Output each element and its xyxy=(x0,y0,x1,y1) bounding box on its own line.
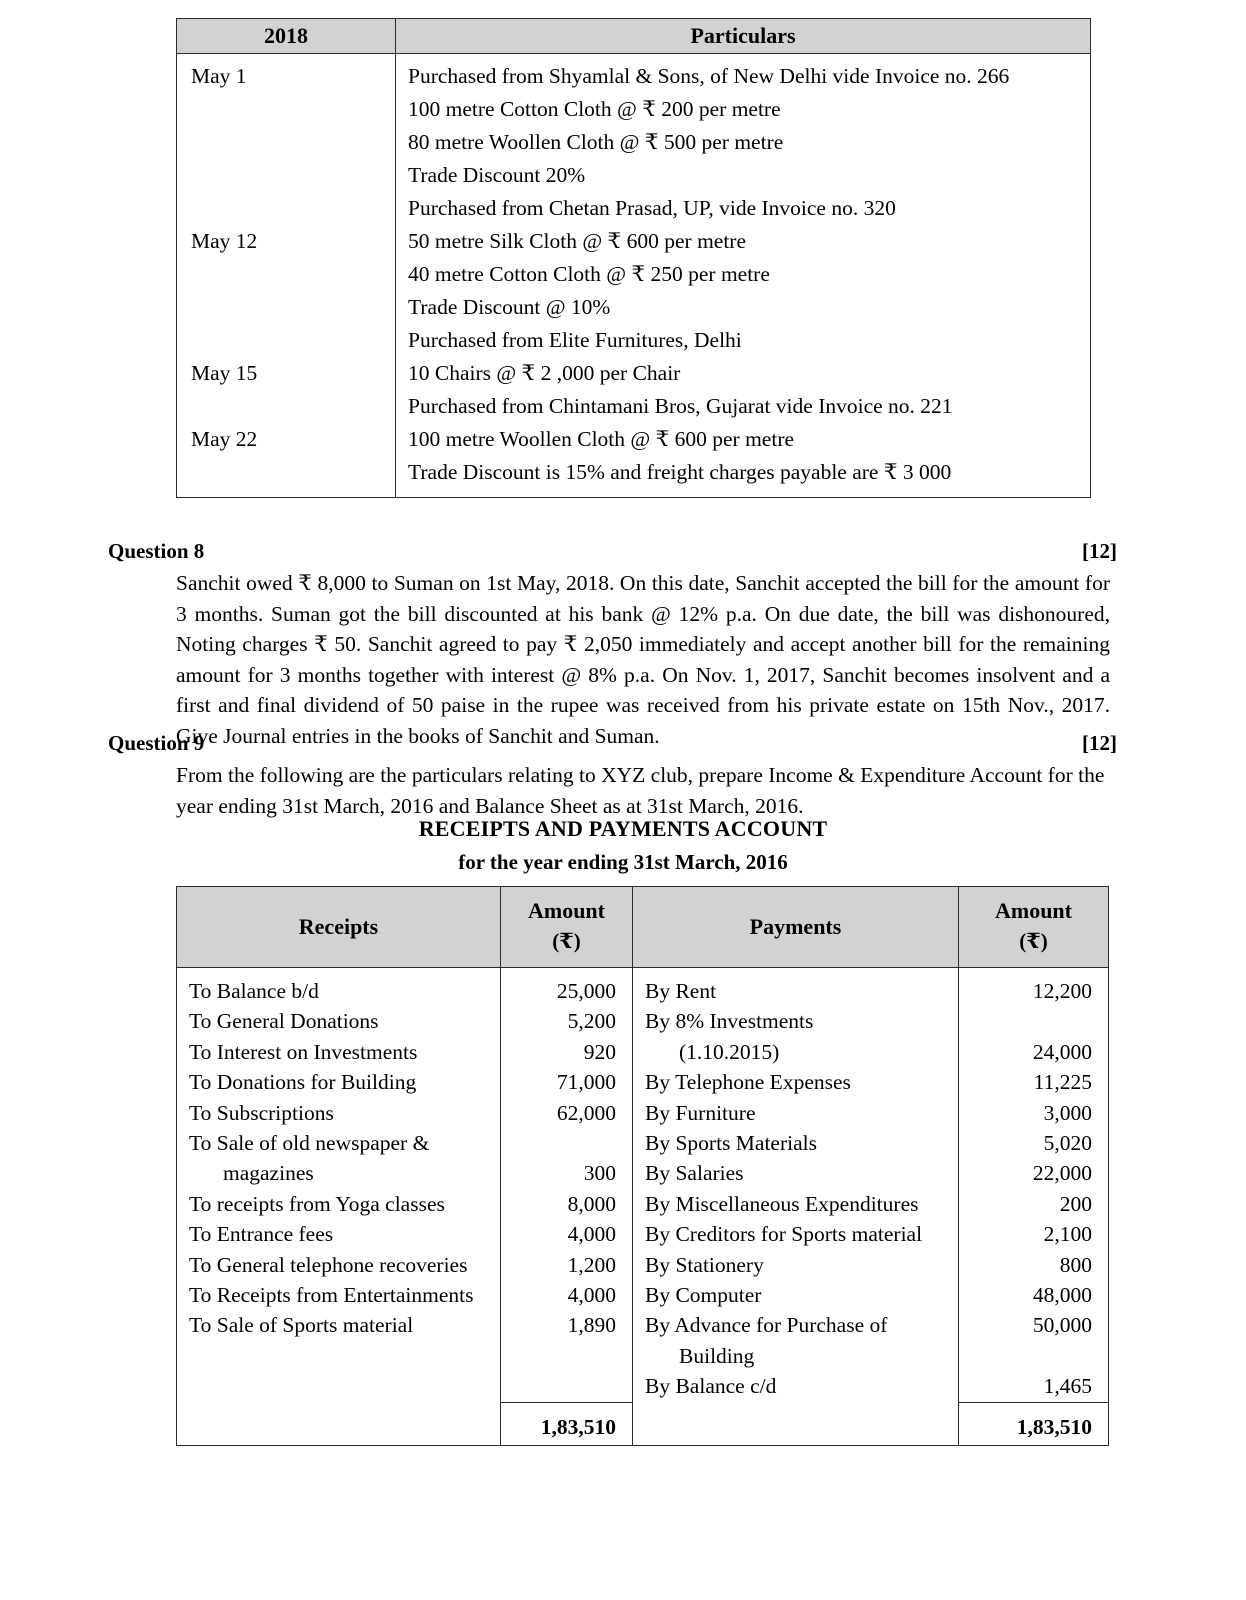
filler-row xyxy=(177,1341,500,1371)
entry-date: May 1 xyxy=(191,64,247,88)
receipt-row-label: To Interest on Investments xyxy=(189,1039,418,1064)
table-totals-row xyxy=(177,1402,1109,1445)
payment-row-amount: 200 xyxy=(1059,1191,1092,1216)
payment-row-label: Building xyxy=(679,1343,755,1368)
table-header-row xyxy=(177,19,1091,54)
filler-row xyxy=(501,1341,632,1371)
particular-line: 50 metre Silk Cloth @ ₹ 600 per metre xyxy=(408,229,747,253)
totals-empty-payments xyxy=(633,1402,959,1445)
particular-line: Trade Discount 20% xyxy=(408,163,586,187)
receipt-row-amount: 25,000 xyxy=(556,979,616,1003)
column-header-payments-label: Payments xyxy=(749,913,842,939)
payment-row-amount xyxy=(959,1006,1108,1036)
receipts-labels-cell xyxy=(177,968,501,1403)
particular-line: Trade Discount is 15% and freight charges payable are ₹ 3 000 xyxy=(408,460,952,484)
payments-amounts-cell xyxy=(959,968,1109,1403)
payment-row-label: By Rent xyxy=(645,979,717,1003)
payment-row-label: By Balance c/d xyxy=(645,1374,777,1399)
table-body-row xyxy=(177,54,1091,498)
table-header-row xyxy=(177,887,1109,968)
payment-row-amount: 1,465 xyxy=(1043,1374,1092,1399)
payment-row-label: By Stationery xyxy=(645,1252,764,1277)
particulars-column-cell xyxy=(396,54,1091,498)
entry-date: May 22 xyxy=(191,427,258,451)
receipt-row-amount: 4,000 xyxy=(567,1222,616,1247)
payments-total-cell xyxy=(959,1402,1109,1445)
receipt-row-amount: 1,200 xyxy=(567,1252,616,1277)
date-spacer xyxy=(177,93,395,126)
particular-line: Purchased from Elite Furnitures, Delhi xyxy=(408,328,742,352)
receipt-row-amount: 5,200 xyxy=(567,1009,616,1034)
question-9-heading: Question 9 xyxy=(108,731,205,755)
receipt-row-amount: 4,000 xyxy=(567,1283,616,1308)
payment-row-amount: 50,000 xyxy=(1032,1313,1092,1338)
payments-labels-cell xyxy=(633,968,959,1403)
payment-row-label: (1.10.2015) xyxy=(679,1039,780,1064)
particular-line: Purchased from Chintamani Bros, Gujarat vide Invoice no. 221 xyxy=(408,394,953,418)
receipt-row-label: To Sale of Sports material xyxy=(189,1313,414,1338)
receipt-row-amount: 300 xyxy=(583,1161,616,1186)
receipt-row-amount: 62,000 xyxy=(556,1100,616,1125)
column-header-payments xyxy=(633,887,959,968)
payment-row-amount: 800 xyxy=(1059,1252,1092,1277)
entry-date: May 15 xyxy=(191,361,258,385)
date-spacer xyxy=(177,258,395,291)
receipt-row-label: To Subscriptions xyxy=(189,1100,334,1125)
payment-row-label: By Telephone Expenses xyxy=(645,1070,851,1095)
date-column-cell xyxy=(177,54,396,498)
question-8-heading: Question 8 xyxy=(108,539,205,563)
purchases-book-table xyxy=(176,18,1091,498)
receipt-row-label: To Receipts from Entertainments xyxy=(189,1283,474,1308)
payment-row-label: By Creditors for Sports material xyxy=(645,1222,923,1247)
particular-line: 100 metre Cotton Cloth @ ₹ 200 per metre xyxy=(408,97,781,121)
receipts-total-value: 1,83,510 xyxy=(540,1414,616,1439)
payment-row-amount: 11,225 xyxy=(1033,1070,1092,1095)
column-header-amount-payments xyxy=(959,887,1109,968)
particular-line: 80 metre Woollen Cloth @ ₹ 500 per metre xyxy=(408,130,784,154)
question-9-body: From the following are the particulars relating to XYZ club, prepare Income & Expenditure Account for the year ending 31st March, 2016 and Balance Sheet as at 31st March, 2016. xyxy=(176,763,1105,818)
receipt-row-label: To Balance b/d xyxy=(189,979,319,1003)
currency-symbol-receipts: (₹) xyxy=(552,929,581,953)
payment-row-amount: 3,000 xyxy=(1043,1100,1092,1125)
particular-line: 10 Chairs @ ₹ 2 ,000 per Chair xyxy=(408,361,681,385)
particular-line: Purchased from Chetan Prasad, UP, vide Invoice no. 320 xyxy=(408,196,896,220)
date-spacer xyxy=(177,126,395,159)
receipt-row-label: magazines xyxy=(223,1161,314,1186)
receipts-payments-title: RECEIPTS AND PAYMENTS ACCOUNT xyxy=(418,816,828,841)
payment-row-amount: 2,100 xyxy=(1043,1222,1092,1247)
payment-row-label: By Miscellaneous Expenditures xyxy=(645,1191,919,1216)
receipts-payments-subtitle: for the year ending 31st March, 2016 xyxy=(458,850,788,874)
column-header-amount-receipts xyxy=(501,887,633,968)
column-header-amount-label: Amount xyxy=(527,898,605,923)
payment-row-amount: 5,020 xyxy=(1043,1131,1092,1156)
payment-row-label: By Salaries xyxy=(645,1161,744,1186)
receipt-row-amount: 8,000 xyxy=(567,1191,616,1216)
table-body-row xyxy=(177,968,1109,1403)
payment-row-label: By Sports Materials xyxy=(645,1131,817,1156)
particular-line: Purchased from Shyamlal & Sons, of New Delhi vide Invoice no. 266 xyxy=(408,64,1010,88)
filler-row xyxy=(177,1371,500,1401)
payments-total-value: 1,83,510 xyxy=(1016,1414,1092,1439)
receipts-total-cell xyxy=(501,1402,633,1445)
payment-row-label: By Advance for Purchase of xyxy=(645,1313,888,1338)
particular-line: Trade Discount @ 10% xyxy=(408,295,611,319)
date-spacer xyxy=(177,192,395,225)
payment-row-label: By Computer xyxy=(645,1283,762,1308)
particular-line: 100 metre Woollen Cloth @ ₹ 600 per metre xyxy=(408,427,795,451)
receipt-row-label: To Entrance fees xyxy=(189,1222,334,1247)
question-8-body: Sanchit owed ₹ 8,000 to Suman on 1st May, 2018. On this date, Sanchit accepted the bill for the amount for 3 months. Suman got the bill discounted at his bank @ 12% p.a. On due date, the bill was dishonoured, Noting charges ₹ 50. Sanchit agreed to pay ₹ 2,050 immediately and accept another bill for the remaining amount for 3 months together with interest @ 8% p.a. On Nov. 1, 2017, Sanchit becomes insolvent and a first and final dividend of 50 paise in the rupee was received from his private estate on 15th Nov., 2017. Give Journal entries in the books of Sanchit and Suman. xyxy=(176,571,1110,748)
column-header-receipts-label: Receipts xyxy=(298,913,379,939)
payment-row-label: By 8% Investments xyxy=(645,1009,814,1034)
receipt-row-amount: 920 xyxy=(583,1039,616,1064)
payment-row-amount: 12,200 xyxy=(1032,979,1092,1003)
filler-row xyxy=(501,1371,632,1401)
payment-row-amount: 24,000 xyxy=(1032,1039,1092,1064)
column-header-receipts xyxy=(177,887,501,968)
question-8-marks: [12] xyxy=(1082,539,1117,563)
payment-row-label: By Furniture xyxy=(645,1100,756,1125)
date-spacer xyxy=(177,324,395,357)
payment-row-amount: 22,000 xyxy=(1032,1161,1092,1186)
date-spacer xyxy=(177,390,395,423)
totals-empty-receipts xyxy=(177,1402,501,1445)
receipt-row-label: To General telephone recoveries xyxy=(189,1252,468,1277)
column-header-year: 2018 xyxy=(177,19,396,54)
entry-date: May 12 xyxy=(191,229,258,253)
receipts-and-payments-account-table xyxy=(176,886,1108,1446)
question-9-marks: [12] xyxy=(1082,731,1117,755)
receipt-row-label: To receipts from Yoga classes xyxy=(189,1191,445,1216)
column-header-particulars: Particulars xyxy=(396,19,1091,54)
receipt-row-label: To Donations for Building xyxy=(189,1070,417,1095)
date-spacer xyxy=(177,159,395,192)
receipt-row-amount: 1,890 xyxy=(567,1313,616,1338)
particular-line: 40 metre Cotton Cloth @ ₹ 250 per metre xyxy=(408,262,770,286)
receipts-amounts-cell xyxy=(501,968,633,1403)
receipt-row-label: To Sale of old newspaper & xyxy=(189,1131,430,1156)
date-spacer xyxy=(177,291,395,324)
column-header-amount-label: Amount xyxy=(994,898,1072,923)
receipt-row-amount xyxy=(501,1128,632,1158)
payment-row-amount: 48,000 xyxy=(1032,1283,1092,1308)
currency-symbol-payments: (₹) xyxy=(1019,929,1048,953)
receipt-row-amount: 71,000 xyxy=(556,1070,616,1095)
receipt-row-label: To General Donations xyxy=(189,1009,379,1034)
payment-row-amount xyxy=(959,1341,1108,1371)
